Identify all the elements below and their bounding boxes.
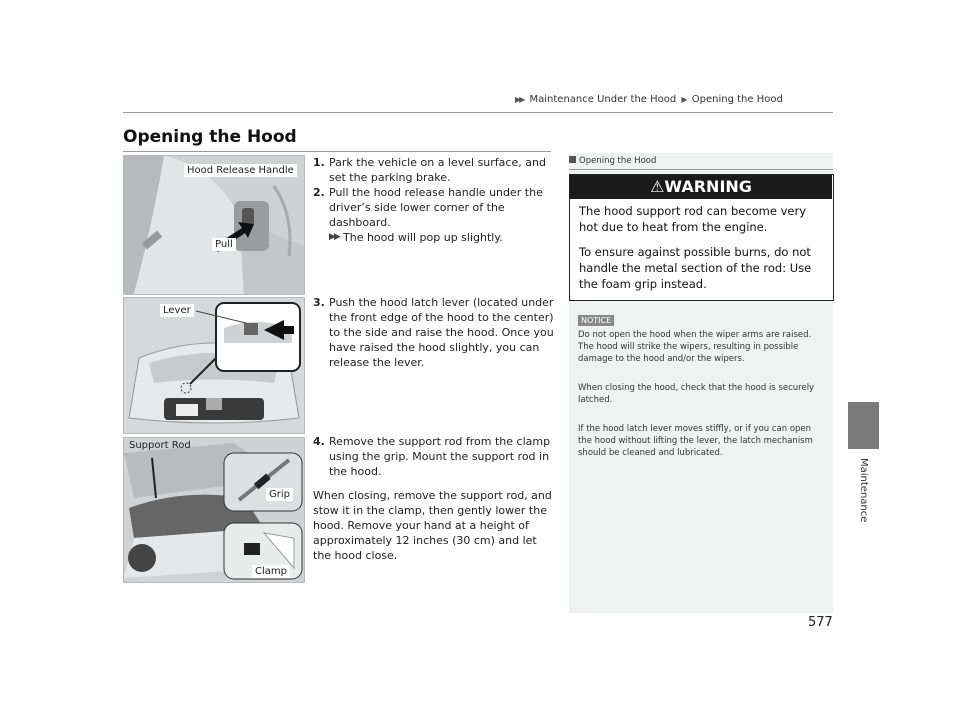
breadcrumb [515, 94, 783, 105]
notice-paragraph-3: If the hood latch lever moves stiffly, or if you can open the hood without lifting the lever, the latch mechanism should be cleaned and lubricated. [578, 424, 813, 458]
step-3-text: Push the hood latch lever (located under the front edge of the hood to the center) to the side and raise the hood. Once you have raised the hood slightly, you can release the lever. [329, 296, 554, 369]
step-2-number: 2. [313, 186, 325, 199]
breadcrumb-section[interactable]: Maintenance Under the Hood [529, 94, 677, 105]
warning-title: WARNING [664, 177, 752, 196]
header-divider [123, 112, 833, 113]
step-4-block [313, 434, 558, 563]
notice-paragraph-1: Do not open the hood when the wiper arms are raised. The hood will strike the wipers, resulting in possible damage to the hood and/or the wipers. [578, 330, 812, 364]
step-4-text: Remove the support rod from the clamp using the grip. Mount the support rod in the hood. [329, 435, 551, 478]
notice-badge: NOTICE [578, 315, 614, 326]
warning-icon: ⚠ [650, 177, 665, 196]
label-pull: Pull [212, 238, 236, 251]
step-3-number: 3. [313, 296, 325, 309]
hood-latch-illustration [123, 297, 305, 434]
step-1 [313, 155, 558, 185]
step-4-number: 4. [313, 435, 325, 448]
warning-paragraph-1: The hood support rod can become very hot due to heat from the engine. [579, 204, 807, 234]
step-3 [313, 295, 558, 370]
hood-release-illustration [123, 155, 305, 295]
step-1-number: 1. [313, 156, 325, 169]
notes-heading-text: Opening the Hood [579, 156, 657, 166]
support-rod-drawing [124, 438, 304, 582]
step-3-block [313, 295, 558, 370]
steps-1-2 [313, 155, 558, 245]
step-2 [313, 185, 558, 230]
step-2-text: Pull the hood release handle under the driver’s side lower corner of the dashboard. [329, 186, 543, 229]
double-arrow-icon: ▶▶ [515, 95, 524, 104]
page-title: Opening the Hood [123, 127, 297, 147]
section-tab-marker [848, 402, 879, 449]
label-support-rod: Support Rod [129, 440, 191, 451]
title-divider [123, 151, 551, 152]
info-icon [569, 156, 576, 163]
notes-heading [569, 156, 656, 166]
warning-header [570, 175, 832, 199]
support-rod-illustration [123, 437, 305, 583]
warning-paragraph-2: To ensure against possible burns, do not handle the metal section of the rod: Use the foam grip instead. [579, 245, 812, 291]
breadcrumb-page[interactable]: Opening the Hood [691, 94, 783, 105]
label-lever: Lever [160, 304, 194, 317]
notice-paragraph-2: When closing the hood, check that the hood is securely latched. [578, 383, 815, 405]
notes-heading-divider [569, 169, 833, 170]
label-grip: Grip [266, 488, 293, 501]
step-2-result-text: The hood will pop up slightly. [343, 231, 503, 244]
label-hood-release-handle: Hood Release Handle [184, 164, 297, 177]
hood-latch-drawing [124, 298, 304, 433]
step-1-text: Park the vehicle on a level surface, and set the parking brake. [329, 156, 546, 184]
step-4 [313, 434, 558, 479]
section-tab-label[interactable]: Maintenance [858, 458, 869, 523]
closing-instructions: When closing, remove the support rod, and stow it in the clamp, then gently lower the hood. Remove your hand at a height of approximately 12 inches (30 cm) and let the hood close. [313, 489, 552, 562]
page-number: 577 [808, 615, 833, 630]
arrow-icon: ▶ [681, 95, 686, 104]
label-clamp: Clamp [252, 565, 290, 578]
step-2-result [313, 230, 558, 245]
double-arrow-icon: ▶▶ [329, 232, 339, 242]
